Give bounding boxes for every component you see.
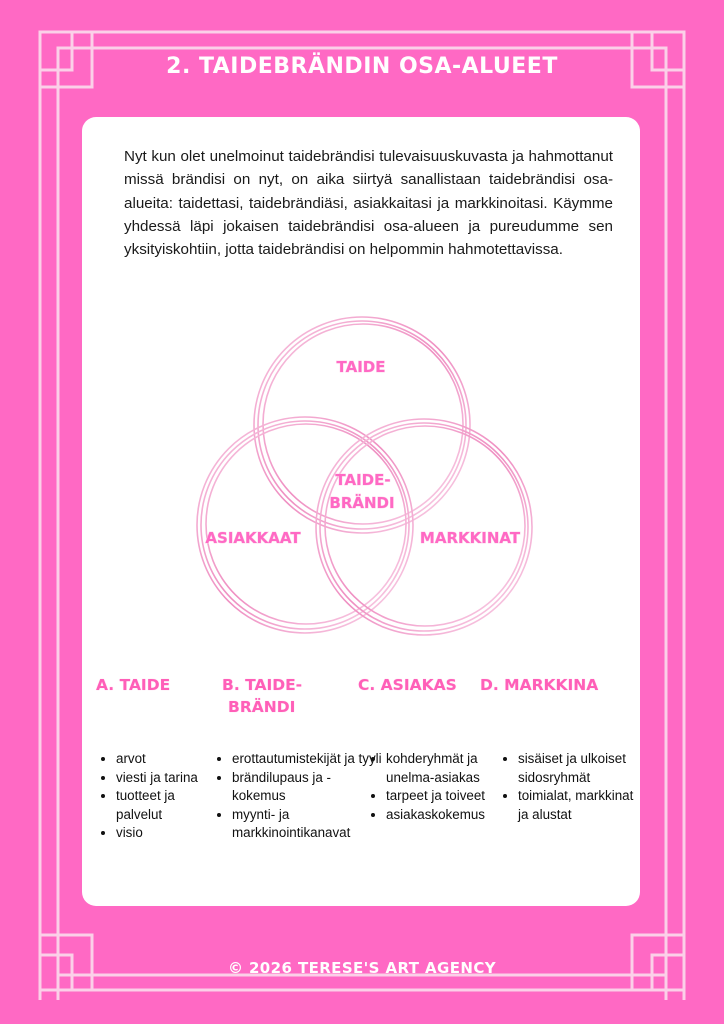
venn-circle-right [316, 419, 532, 635]
intro-paragraph: Nyt kun olet unelmoinut taidebrändisi tulevaisuuskuvasta ja hahmottanut missä brändisi on nyt, on aika siirtyä sanallistaan taidebrändisi osa-alueita: taidettasi, taidebrändiäsi, asiakkaitasi ja markkinoitasi. Käymme yhdessä läpi jokaisen taidebrändisi osa-alueen ja pureudumme sen yksityiskohtiin, jotta taidebrändisi on helpommin hahmotettavissa. [124, 148, 613, 259]
column-title-asiakas: C. ASIAKAS [358, 676, 457, 694]
page-title: 2. TAIDEBRÄNDIN OSA-ALUEET [166, 54, 558, 79]
list-item: • myynti- ja markkinointikanavat [232, 806, 382, 843]
list-item: • visio [116, 824, 224, 843]
list-taide [100, 750, 224, 843]
list-item: • sisäiset ja ulkoiset sidosryhmät [518, 750, 646, 787]
list-item: • tuotteet ja palvelut [116, 787, 224, 824]
footer-copyright: © 2026 TERESE'S ART AGENCY [227, 959, 497, 977]
venn-label-left: ASIAKKAAT [205, 529, 301, 547]
column-title-taidebrandi-line1: B. TAIDE- [222, 676, 303, 694]
venn-circle-left [197, 417, 413, 633]
venn-label-right: MARKKINAT [419, 529, 521, 547]
column-title-taide: A. TAIDE [96, 676, 171, 694]
column-title-markkina: D. MARKKINA [480, 676, 599, 694]
venn-diagram [180, 300, 550, 640]
list-markkina [502, 750, 646, 824]
list-item: • tarpeet ja toiveet [386, 787, 516, 806]
list-item: • arvot [116, 750, 224, 769]
list-item: • toimialat, markkinat ja alustat [518, 787, 646, 824]
venn-label-center-line1: TAIDE- [335, 471, 391, 489]
list-asiakas [370, 750, 516, 824]
list-item: • brändilupaus ja -kokemus [232, 769, 382, 806]
venn-label-top: TAIDE [336, 358, 386, 376]
column-title-taidebrandi-line2: BRÄNDI [228, 698, 296, 716]
list-taidebrandi [216, 750, 382, 843]
column-title-taidebrandi [222, 674, 302, 718]
list-item: • kohderyhmät ja unelma-asiakas [386, 750, 516, 787]
list-item: • erottautumistekijät ja tyyli [232, 750, 382, 769]
venn-label-center-line2: BRÄNDI [329, 494, 395, 512]
list-item: • asiakaskokemus [386, 806, 516, 825]
list-item: • viesti ja tarina [116, 769, 224, 788]
